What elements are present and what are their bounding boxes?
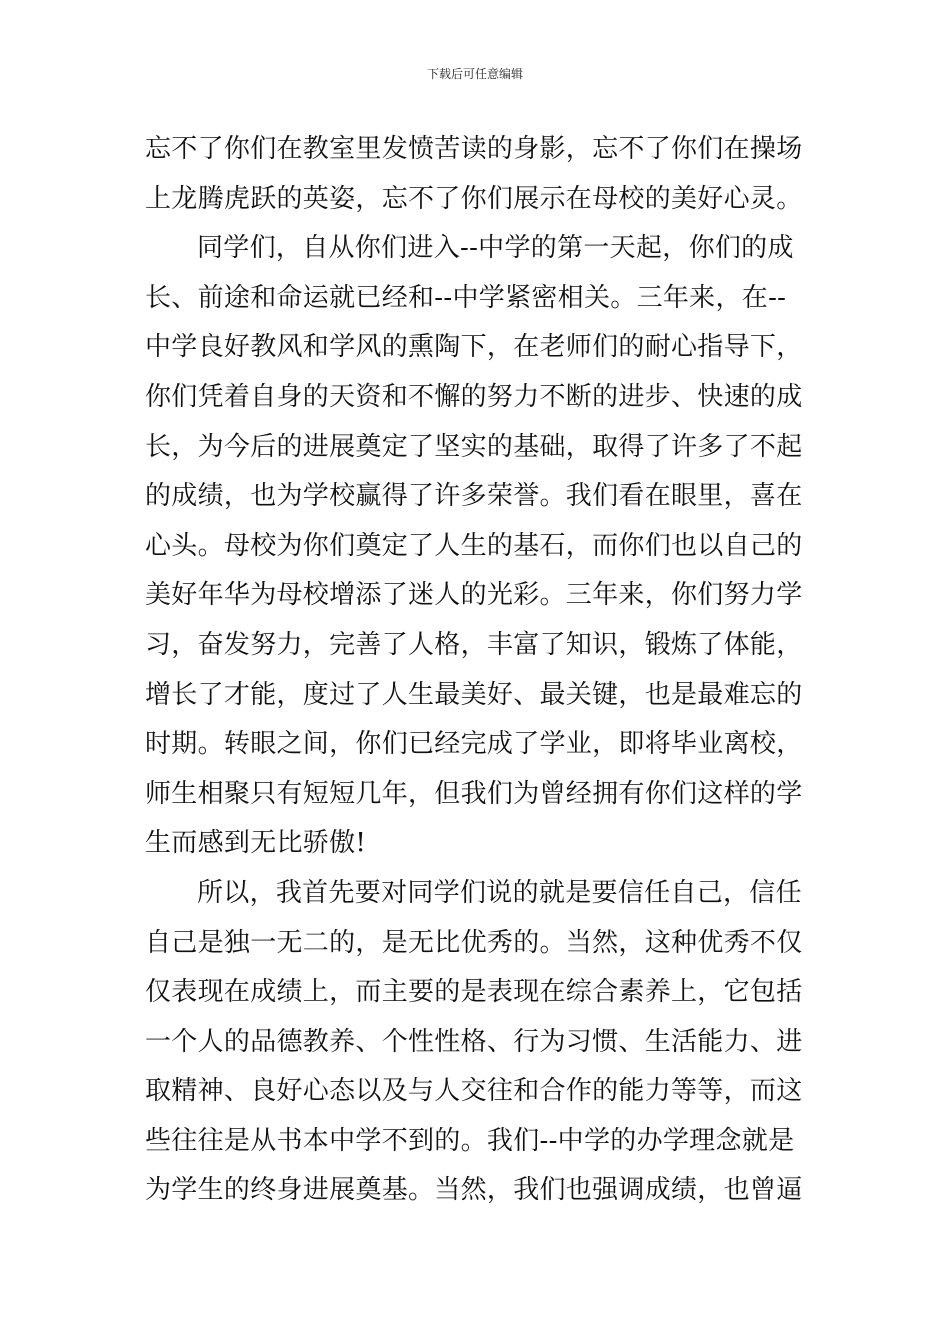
text-line: 美好年华为母校增添了迷人的光彩。三年来，你们努力学 — [145, 580, 803, 611]
text-line: 取精神、良好心态以及与人交往和合作的能力等等，而这 — [145, 1076, 803, 1107]
text-line: 时期。转眼之间，你们已经完成了学业，即将毕业离校， — [145, 729, 803, 760]
text-line: 自己是独一无二的，是无比优秀的。当然，这种优秀不仅 — [145, 927, 803, 958]
text-line: 些往往是从书本中学不到的。我们--中学的办学理念就是 — [145, 1125, 795, 1156]
text-line: 上龙腾虎跃的英姿，忘不了你们展示在母校的美好心灵。 — [145, 183, 803, 214]
text-line: 长，为今后的进展奠定了坚实的基础，取得了许多了不起 — [145, 431, 803, 462]
text-line: 长、前途和命运就已经和--中学紧密相关。三年来，在-- — [145, 282, 787, 313]
text-line: 仅表现在成绩上，而主要的是表现在综合素养上，它包括 — [145, 977, 803, 1008]
text-line: 增长了才能，度过了人生最美好、最关键，也是最难忘的 — [145, 679, 803, 710]
page-header-note: 下载后可任意编辑 — [426, 67, 523, 81]
text-line: 师生相聚只有短短几年，但我们为曾经拥有你们这样的学 — [145, 778, 803, 809]
text-line: 的成绩，也为学校赢得了许多荣誉。我们看在眼里，喜在 — [145, 481, 803, 512]
text-line: 心头。母校为你们奠定了人生的基石，而你们也以自己的 — [145, 530, 803, 561]
paragraph-start-line: 所以，我首先要对同学们说的就是要信任自己，信任 — [197, 877, 802, 908]
document-body — [145, 125, 810, 1216]
text-line: 忘不了你们在教室里发愤苦读的身影，忘不了你们在操场 — [145, 134, 803, 164]
paragraph-start-line: 同学们，自从你们进入--中学的第一天起，你们的成 — [197, 233, 794, 264]
text-line: 生而感到无比骄傲! — [145, 828, 367, 859]
text-line: 中学良好教风和学风的熏陶下，在老师们的耐心指导下， — [145, 332, 803, 363]
text-line: 习，奋发努力，完善了人格，丰富了知识，锻炼了体能， — [145, 629, 803, 660]
text-line: 你们凭着自身的天资和不懈的努力不断的进步、快速的成 — [145, 381, 803, 412]
text-line: 一个人的品德教养、个性性格、行为习惯、生活能力、进 — [145, 1026, 803, 1057]
text-line: 为学生的终身进展奠基。当然，我们也强调成绩，也曾逼 — [145, 1175, 803, 1206]
